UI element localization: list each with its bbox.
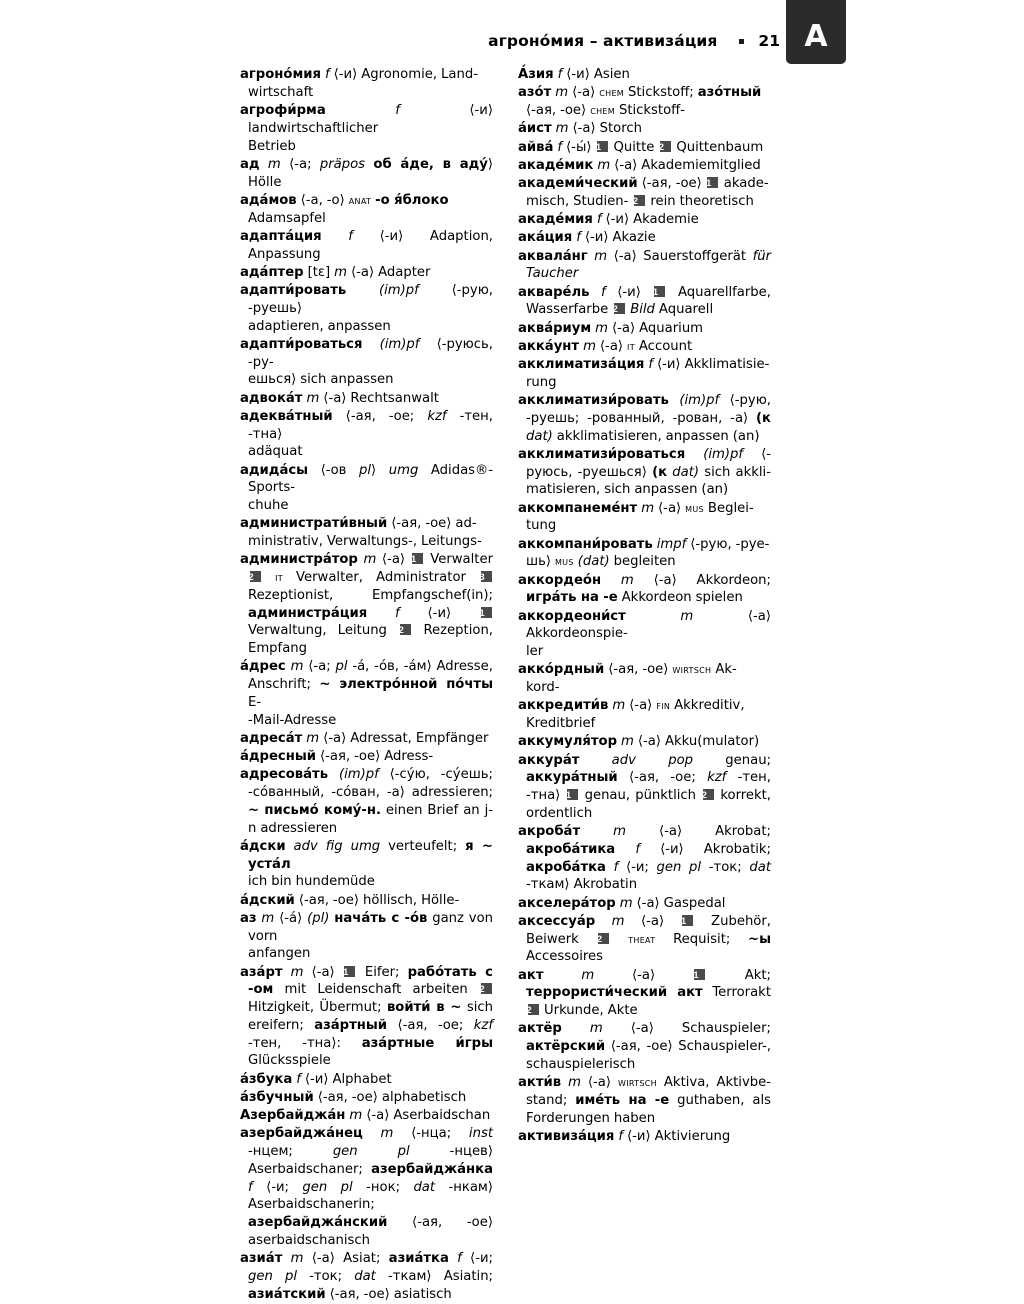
dictionary-entry: акклиматизи́роваться (im)pf ⟨-руюсь, -руешься⟩ (к dat) sich akklimatisieren, sich anpassen (an)	[518, 446, 771, 498]
dictionary-entry: А́зия f ⟨-и⟩ Asien	[518, 67, 630, 82]
dictionary-entry: администрати́вный ⟨-ая, -ое⟩ ad- ministrativ, Verwaltungs-, Leitungs-	[240, 516, 482, 549]
dictionary-entry: аккордеони́ст m ⟨-а⟩ Akkordeonspie- ler	[518, 608, 771, 659]
dictionary-entry: азербайджа́нец m ⟨-нца; inst -нцем; gen pl -нцев⟩ Aserbaidschaner; азербайджа́нка f ⟨-и; gen pl -нок; dat -нкам⟩ Aserbaidschanerin; азербайджа́нский ⟨-ая, -ое⟩ aserbaidschanisch	[240, 1126, 494, 1248]
dictionary-entry: аккумуля́тор m ⟨-а⟩ Akku(mulator)	[518, 734, 760, 750]
dictionary-entry: аза́рт m ⟨-а⟩ 1 Eifer; рабо́тать с -ом mit Leidenschaft arbeiten 2 Hitzigkeit, Übermut; войти́ в ~ sich ereifern; аза́ртный ⟨-ая, -ое; kzf -тен, -тна⟩: аза́ртные и́гры Glücksspiele	[240, 964, 493, 1069]
dictionary-entry: администра́тор m ⟨-а⟩ 1 Verwalter 2 it Verwalter, Administrator 3 Rezeptionist, Empfangschef(in); администра́ция f ⟨-и⟩ 1 Verwaltung, Leitung 2 Rezeption, Empfang	[240, 552, 493, 656]
dictionary-entry: акка́унт m ⟨-а⟩ it Account	[518, 338, 693, 354]
dictionary-entry: аккомпани́ровать impf ⟨-рую, -руе- шь⟩ mus (dat) begleiten	[518, 536, 770, 570]
dictionary-entry: адресова́ть (im)pf ⟨-су́ю, -су́ешь; -со́ванный, -со́ван, -а⟩ adressieren; ~ письмо́ кому́-н. einen Brief an j-n adressieren	[240, 767, 493, 836]
dictionary-entry: акаде́мия f ⟨-и⟩ Akademie	[518, 212, 699, 227]
dictionary-entry: актёр m ⟨-а⟩ Schauspieler; актёрский ⟨-ая, -ое⟩ Schauspieler-, schauspielerisch	[518, 1021, 771, 1072]
dictionary-entry: аккура́т adv pop genau; аккура́тный ⟨-ая, -ое; kzf -тен, -тна⟩ 1 genau, pünktlich 2 korrekt, ordentlich	[518, 752, 772, 821]
left-column	[240, 66, 493, 1304]
dictionary-entry: акроба́т m ⟨-а⟩ Akrobat; акроба́тика f ⟨-и⟩ Akrobatik; акроба́тка f ⟨-и; gen pl -ток; dat -ткам⟩ Akrobatin	[518, 824, 772, 893]
dictionary-entry: а́дрес m ⟨-а; pl -а́, -о́в, -а́м⟩ Adresse, Anschrift; ~ электро́нной по́чты E- -Mail-Adresse	[240, 659, 493, 728]
running-head-bullet-icon	[739, 39, 744, 44]
dictionary-entry: ада́мов ⟨-а, -о⟩ anat -о я́блоко Adamsapfel	[240, 192, 449, 226]
dictionary-entry: аксессуа́р m ⟨-а⟩ 1 Zubehör, Beiwerk 2 theat Requisit; ~ы Accessoires	[518, 913, 771, 965]
dictionary-entry: ад m ⟨-а; präpos об а́де, в аду́⟩ Hölle	[240, 156, 494, 190]
letter-thumb-tab	[786, 0, 846, 64]
dictionary-entry: аквала́нг m ⟨-а⟩ Sauerstoffgerät für Taucher	[518, 248, 771, 282]
right-column	[518, 66, 771, 1304]
running-head-title: агроно́мия – активиза́ция	[488, 32, 718, 50]
text-columns	[240, 66, 785, 1304]
dictionary-entry: акт m ⟨-а⟩ 1 Akt; террористи́ческий акт Terrorakt 2 Urkunde, Akte	[518, 967, 771, 1018]
dictionary-entry: аккомпанеме́нт m ⟨-а⟩ mus Beglei- tung	[518, 500, 754, 534]
dictionary-entry: азо́т m ⟨-а⟩ chem Stickstoff; азо́тный ⟨-ая, -ое⟩ chem Stickstoff-	[518, 85, 762, 118]
dictionary-entry: адапта́ция f ⟨-и⟩ Adaption, Anpassung	[240, 228, 493, 262]
dictionary-entry: адапти́роваться (im)pf ⟨-руюсь, -ру- ешься⟩ sich anpassen	[240, 336, 493, 388]
dictionary-entry: акваре́ль f ⟨-и⟩ 1 Aquarellfarbe, Wasserfarbe 2 Bild Aquarell	[518, 284, 771, 318]
dictionary-entry: а́збука f ⟨-и⟩ Alphabet	[240, 1071, 392, 1087]
dictionary-entry: а́збучный ⟨-ая, -ое⟩ alphabetisch	[240, 1089, 467, 1105]
dictionary-entry: аккредити́в m ⟨-а⟩ fin Akkreditiv, Kreditbrief	[518, 698, 745, 731]
dictionary-entry: а́дресный ⟨-ая, -ое⟩ Adress-	[240, 749, 434, 764]
dictionary-entry: адреса́т m ⟨-а⟩ Adressat, Empfänger	[240, 730, 489, 746]
dictionary-entry: активиза́ция f ⟨-и⟩ Aktivierung	[518, 1128, 731, 1144]
dictionary-entry: агрофи́рма f ⟨-и⟩ landwirtschaftlicher Betrieb	[240, 103, 493, 154]
dictionary-entry: адеква́тный ⟨-ая, -ое; kzf -тен, -тна⟩ adäquat	[240, 408, 493, 460]
dictionary-entry: аз m ⟨-а́⟩ (pl) нача́ть с -о́в ganz von vorn anfangen	[240, 910, 493, 962]
dictionary-entry: академи́ческий ⟨-ая, -ое⟩ 1 akade- misch, Studien- 2 rein theoretisch	[518, 176, 769, 209]
dictionary-entry: а́дский ⟨-ая, -ое⟩ höllisch, Hölle-	[240, 892, 460, 908]
dictionary-entry: аква́риум m ⟨-а⟩ Aquarium	[518, 320, 704, 336]
dictionary-entry: акко́рдный ⟨-ая, -ое⟩ wirtsch Ak- kord-	[518, 662, 737, 695]
dictionary-entry: адида́сы ⟨-ов pl⟩ umg Adidas®-Sports- chuhe	[240, 462, 493, 513]
dictionary-entry: акти́в m ⟨-а⟩ wirtsch Aktiva, Aktivbestand; име́ть на -е guthaben, als Forderungen haben	[518, 1075, 771, 1126]
dictionary-entry: акселера́тор m ⟨-а⟩ Gaspedal	[518, 895, 726, 911]
dictionary-entry: адапти́ровать (im)pf ⟨-рую, -руешь⟩ adaptieren, anpassen	[240, 283, 493, 334]
dictionary-entry: ака́ция f ⟨-и⟩ Akazie	[518, 230, 656, 246]
dictionary-entry: адвока́т m ⟨-а⟩ Rechtsanwalt	[240, 390, 439, 406]
dictionary-entry: азиа́т m ⟨-а⟩ Asiat; азиа́тка f ⟨-и; gen pl -ток; dat -ткам⟩ Asiatin; азиа́тский ⟨-ая, -ое⟩ asiatisch	[240, 1251, 493, 1302]
dictionary-entry: акаде́мик m ⟨-а⟩ Akademiemitglied	[518, 157, 761, 173]
dictionary-entry: Азербайджа́н m ⟨-а⟩ Aserbaidschan	[240, 1108, 491, 1123]
dictionary-entry: акклиматиза́ция f ⟨-и⟩ Akklimatisie- rung	[518, 357, 770, 390]
thumb-tab-letter: A	[804, 19, 828, 54]
dictionary-entry: а́ист m ⟨-а⟩ Storch	[518, 121, 642, 137]
dictionary-entry: а́дски adv fig umg verteufelt; я ~ уста́л ich bin hundemüde	[240, 838, 493, 890]
page-number: 21	[758, 32, 780, 50]
dictionary-entry: акклиматизи́ровать (im)pf ⟨-рую, -руешь; -рованный, -рован, -а⟩ (к dat) akklimatisieren, anpassen (an)	[518, 393, 771, 444]
dictionary-entry: ада́птер [tɛ] m ⟨-а⟩ Adapter	[240, 264, 431, 280]
dictionary-entry: агроно́мия f ⟨-и⟩ Agronomie, Land- wirtschaft	[240, 67, 478, 100]
dictionary-entry: айва́ f ⟨-ы́⟩ 1 Quitte 2 Quittenbaum	[518, 139, 764, 155]
dictionary-entry: аккордео́н m ⟨-а⟩ Akkordeon; игра́ть на -е Akkordeon spielen	[518, 572, 771, 606]
running-head	[240, 28, 780, 54]
